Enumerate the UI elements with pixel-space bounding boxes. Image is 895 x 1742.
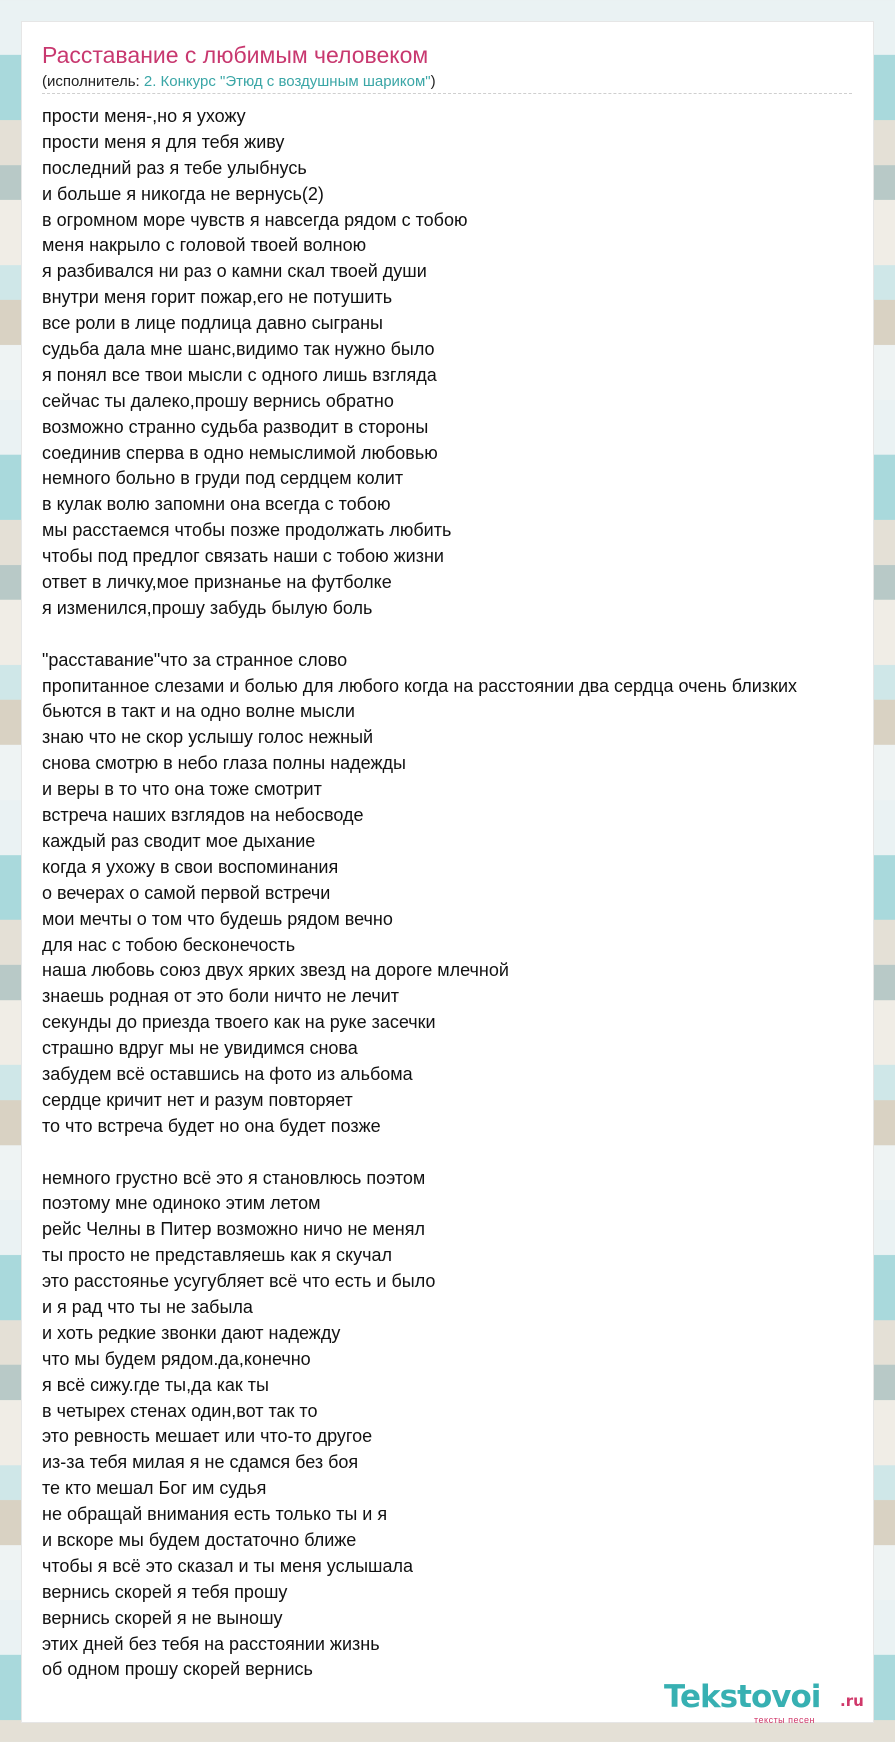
lyric-line: немного больно в груди под сердцем колит bbox=[42, 468, 404, 489]
performer-prefix: (исполнитель: bbox=[42, 73, 144, 90]
lyric-line: снова смотрю в небо глаза полны надежды bbox=[42, 753, 406, 774]
lyric-line: возможно странно судьба разводит в стороны bbox=[42, 416, 429, 437]
lyric-line: немного грустно всё это я становлюсь поэтом bbox=[42, 1167, 426, 1188]
lyric-line: те кто мешал Бог им судья bbox=[42, 1478, 267, 1499]
lyric-line: это ревность мешает или что-то другое bbox=[42, 1426, 373, 1447]
performer-suffix: ) bbox=[430, 73, 436, 90]
lyric-line: наша любовь союз двух ярких звезд на дороге млечной bbox=[42, 960, 509, 981]
lyric-line: для нас с тобою бесконечость bbox=[42, 934, 296, 955]
lyric-line: секунды до приезда твоего как на руке засечки bbox=[42, 1012, 436, 1033]
lyric-line: все роли в лице подлица давно сыграны bbox=[42, 313, 383, 334]
performer-link[interactable]: 2. Конкурс "Этюд с воздушным шариком" bbox=[143, 73, 431, 90]
lyric-line: мои мечты о том что будешь рядом вечно bbox=[42, 908, 393, 929]
lyric-line: то что встреча будет но она будет позже bbox=[42, 1115, 381, 1136]
lyric-line: внутри меня горит пожар,его не потушить bbox=[42, 287, 393, 308]
lyric-line: каждый раз сводит мое дыхание bbox=[42, 830, 316, 851]
lyrics-block bbox=[42, 104, 895, 1683]
lyric-line: я разбивался ни раз о камни скал твоей души bbox=[42, 261, 427, 282]
lyric-line: в огромном море чувств я навсегда рядом с тобою bbox=[42, 209, 468, 230]
lyric-line: из-за тебя милая я не сдамся без боя bbox=[42, 1452, 359, 1473]
lyric-line: судьба дала мне шанс,видимо так нужно было bbox=[42, 339, 435, 360]
lyric-line: ответ в личку,мое признанье на футболке bbox=[42, 572, 392, 593]
lyric-line: ты просто не представляешь как я скучал bbox=[42, 1245, 392, 1266]
lyric-line: я всё сижу.где ты,да как ты bbox=[42, 1374, 269, 1395]
logo-tld: .ru bbox=[840, 1692, 864, 1710]
lyric-line: "расставание"что за странное слово bbox=[42, 649, 348, 670]
lyric-line: и больше я никогда не вернусь(2) bbox=[42, 183, 324, 204]
lyric-line: встреча наших взглядов на небосводе bbox=[42, 805, 364, 826]
lyric-line: вернись скорей я не выношу bbox=[42, 1607, 283, 1628]
lyric-line: чтобы под предлог связать наши с тобою жизни bbox=[42, 546, 444, 567]
stanza-break bbox=[42, 1140, 895, 1166]
lyric-line: поэтому мне одиноко этим летом bbox=[42, 1193, 321, 1214]
lyric-line: знаю что не скор услышу голос нежный bbox=[42, 727, 374, 748]
lyric-line: сердце кричит нет и разум повторяет bbox=[42, 1089, 353, 1110]
lyric-line: знаешь родная от это боли ничто не лечит bbox=[42, 986, 400, 1007]
lyric-line: бьются в такт и на одно волне мысли bbox=[42, 701, 355, 722]
lyric-line: я понял все твои мысли с одного лишь взгляда bbox=[42, 364, 437, 385]
lyric-line: и я рад что ты не забыла bbox=[42, 1296, 253, 1317]
logo-wordmark: Tekstovoi bbox=[664, 1679, 821, 1715]
lyric-line: и веры в то что она тоже смотрит bbox=[42, 779, 322, 800]
lyric-line: забудем всё оставшись на фото из альбома bbox=[42, 1063, 413, 1084]
lyric-line: что мы будем рядом.да,конечно bbox=[42, 1348, 311, 1369]
lyric-line: это расстоянье усугубляет всё что есть и было bbox=[42, 1271, 436, 1292]
lyric-line: и вскоре мы будем достаточно ближе bbox=[42, 1529, 357, 1550]
lyric-line: рейс Челны в Питер возможно ничо не менял bbox=[42, 1219, 426, 1240]
lyric-line: этих дней без тебя на расстоянии жизнь bbox=[42, 1633, 380, 1654]
lyric-line: прости меня-,но я ухожу bbox=[42, 106, 246, 126]
lyric-line: вернись скорей я тебя прошу bbox=[42, 1581, 288, 1602]
lyric-line: последний раз я тебе улыбнусь bbox=[42, 157, 307, 178]
lyric-line: соединив сперва в одно немыслимой любовью bbox=[42, 442, 438, 463]
lyric-line: об одном прошу скорей вернись bbox=[42, 1659, 313, 1680]
lyric-line: о вечерах о самой первой встречи bbox=[42, 882, 331, 903]
stanza-break bbox=[42, 622, 895, 648]
lyric-line: не обращай внимания есть только ты и я bbox=[42, 1504, 388, 1525]
lyric-line: сейчас ты далеко,прошу вернись обратно bbox=[42, 390, 394, 411]
lyric-line: когда я ухожу в свои воспоминания bbox=[42, 856, 339, 877]
site-logo[interactable] bbox=[664, 1679, 874, 1723]
lyric-line: страшно вдруг мы не увидимся снова bbox=[42, 1038, 358, 1059]
lyric-line: в кулак волю запомни она всегда с тобою bbox=[42, 494, 391, 515]
lyric-line: я изменился,прошу забудь былую боль bbox=[42, 597, 373, 618]
lyric-line: и хоть редкие звонки дают надежду bbox=[42, 1322, 341, 1343]
header-divider bbox=[42, 93, 852, 94]
performer-line bbox=[42, 73, 436, 90]
song-title: Расставание с любимым человеком bbox=[42, 42, 429, 68]
lyric-line: в четырех стенах один,вот так то bbox=[42, 1400, 318, 1421]
logo-tagline: тексты песен bbox=[754, 1715, 816, 1725]
lyric-line: чтобы я всё это сказал и ты меня услышала bbox=[42, 1555, 414, 1576]
lyric-line: меня накрыло с головой твоей волною bbox=[42, 235, 367, 256]
lyric-line: пропитанное слезами и болью для любого когда на расстоянии два сердца очень близких bbox=[42, 675, 798, 696]
lyric-line: мы расстаемся чтобы позже продолжать любить bbox=[42, 520, 452, 541]
lyric-line: прости меня я для тебя живу bbox=[42, 131, 285, 152]
